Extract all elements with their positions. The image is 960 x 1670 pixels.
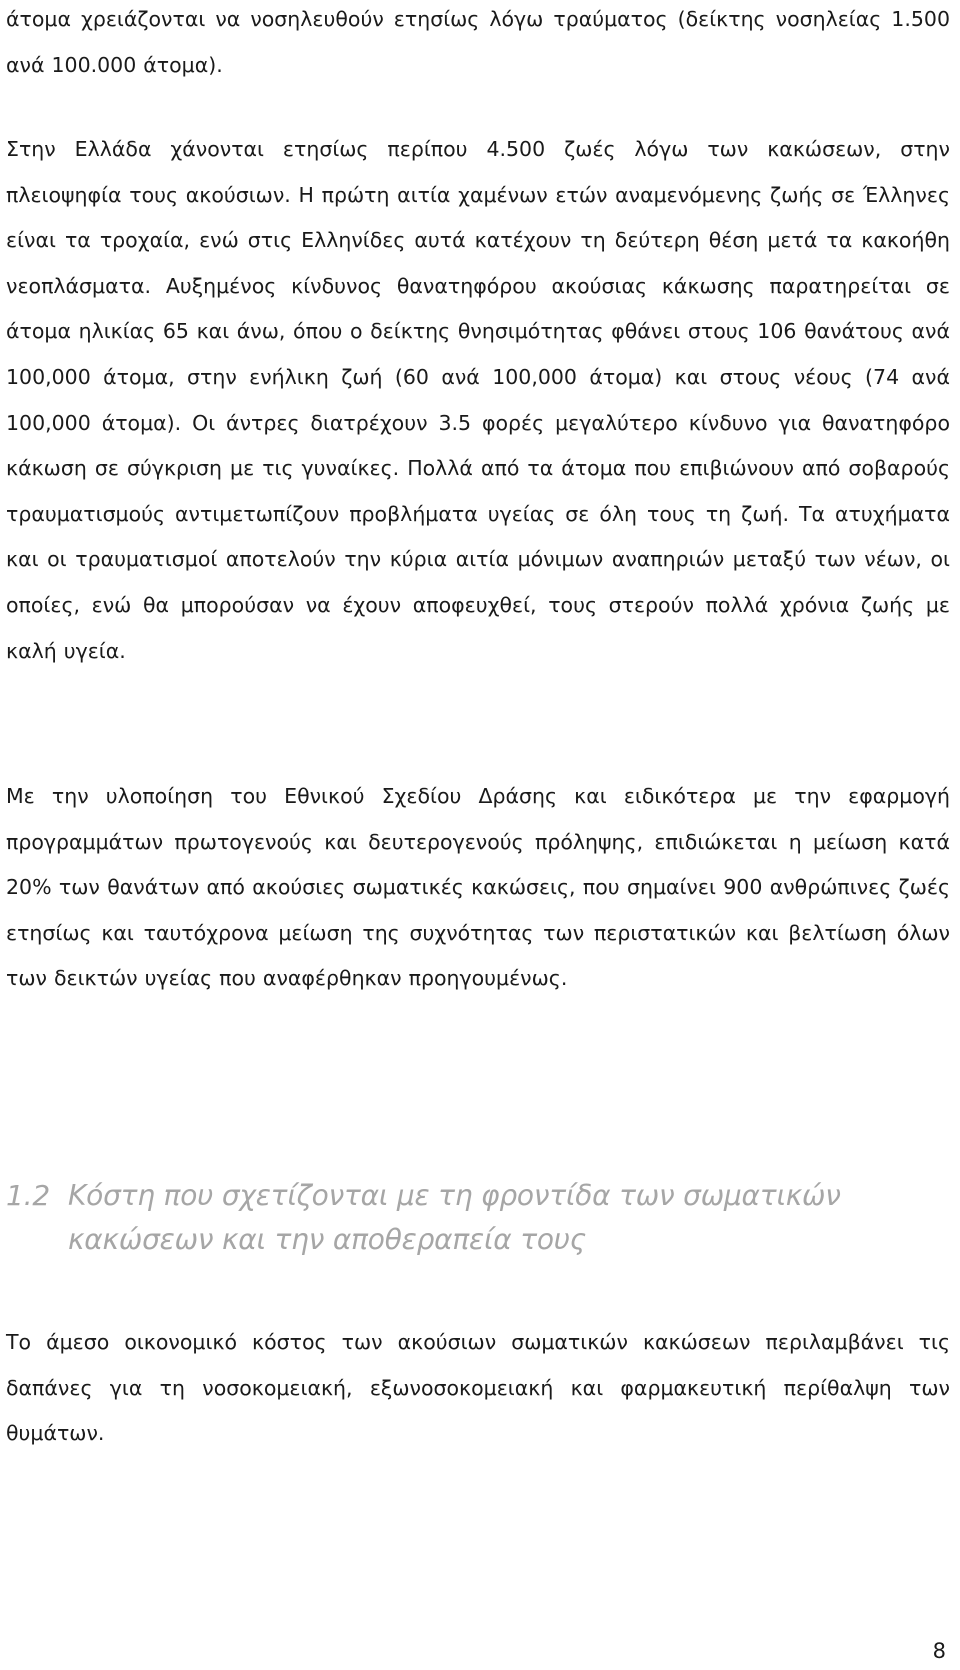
- paragraph-mortality: Στην Ελλάδα χάνονται ετησίως περίπου 4.500 ζωές λόγω των κακώσεων, στην πλειοψηφία τους ακούσιων. Η πρώτη αιτία χαμένων ετών αναμενόμενης ζωής σε Έλληνες είναι τα τροχαία, ενώ στις Ελληνίδες αυτά κατέχουν τη δεύτερη θέση μετά τα κακοήθη νεοπλάσματα. Αυξημένος κίνδυνος θανατηφόρου ακούσιας κάκωσης παρατηρείται σε άτομα ηλικίας 65 και άνω, όπου ο δείκτης θνησιμότητας φθάνει στους 106 θανάτους ανά 100,000 άτομα, στην ενήλικη ζωή (60 ανά 100,000 άτομα) και στους νέους (74 ανά 100,000 άτομα). Οι άντρες διατρέχουν 3.5 φορές μεγαλύτερο κίνδυνο για θανατηφόρο κάκωση σε σύγκριση με τις γυναίκες. Πολλά από τα άτομα που επιβιώνουν από σοβαρούς τραυματισμούς αντιμετωπίζουν προβλήματα υγείας σε όλη τους τη ζωή. Τα ατυχήματα και οι τραυματισμοί αποτελούν την κύρια αιτία μόνιμων αναπηριών μεταξύ των νέων, οι οποίες, ενώ θα μπορούσαν να έχουν αποφευχθεί, τους στερούν πολλά χρόνια ζωής με καλή υγεία.: [6, 137, 950, 663]
- page-number: 8: [932, 1639, 946, 1663]
- section-title-line-2: κακώσεων και την αποθεραπεία τους: [68, 1223, 587, 1256]
- paragraph-action-plan: Με την υλοποίηση του Εθνικού Σχεδίου Δράσης και ειδικότερα με την εφαρμογή προγραμμάτων πρωτογενούς και δευτερογενούς πρόληψης, επιδιώκεται η μείωση κατά 20% των θανάτων από ακούσιες σωματικές κακώσεις, που σημαίνει 900 ανθρώπινες ζωές ετησίως και ταυτόχρονα μείωση της συχνότητας των περιστατικών και βελτίωση όλων των δεικτών υγείας που αναφέρθηκαν προηγουμένως.: [6, 784, 950, 991]
- paragraph-hospitalization: άτομα χρειάζονται να νοσηλευθούν ετησίως λόγω τραύματος (δείκτης νοσηλείας 1.500 ανά 100.000 άτομα).: [6, 7, 950, 77]
- section-title-line-1: Κόστη που σχετίζονται με τη φροντίδα των σωματικών: [68, 1179, 841, 1212]
- paragraph-direct-costs: Το άμεσο οικονομικό κόστος των ακούσιων σωματικών κακώσεων περιλαμβάνει τις δαπάνες για τη νοσοκομειακή, εξωνοσοκομειακή και φαρμακευτική περίθαλψη των θυμάτων.: [6, 1330, 950, 1446]
- section-number: 1.2: [6, 1179, 50, 1212]
- section-heading: [6, 1174, 950, 1262]
